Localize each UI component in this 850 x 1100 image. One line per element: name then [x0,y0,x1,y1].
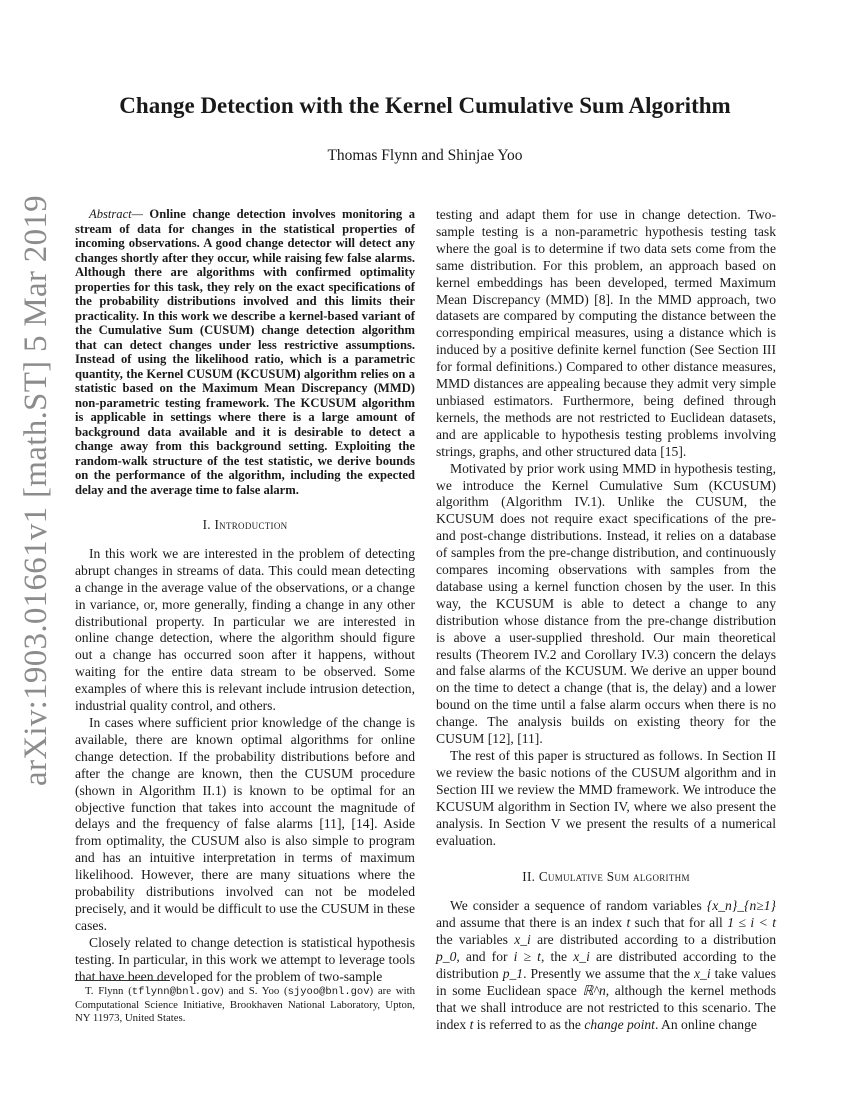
text-run: ) are with Computational Science Initiative, Brookhaven National Laboratory, Upton, NY 11973, United States. [75,985,415,1024]
text-run: are distributed according to the distribution [436,949,777,981]
paper-title: Change Detection with the Kernel Cumulative Sum Algorithm [119,93,731,118]
text-run: T. Flynn ( [85,985,132,997]
intro-paragraph-3: Closely related to change detection is statistical hypothesis testing. In particular, in this work we attempt to leverage tools that have been developed for the problem of two-sample [75,934,415,984]
text-run: , the [540,949,574,965]
text-run: . An online change [654,1016,757,1032]
math-index-t: t [626,915,631,931]
author-footnote [75,985,415,1024]
math-xi: x_i [573,949,590,965]
math-xi: x_i [514,932,531,948]
emphasis-change-point: change point [584,1016,655,1032]
left-column [75,207,415,985]
text-run: . Presently we assume that the [523,965,694,981]
text-run: and assume that there is an index [436,915,627,931]
intro-paragraph-5: The rest of this paper is structured as follows. In Section II we review the basic notions of the CUSUM algorithm and in Section III we review the MMD framework. We introduce the KCUSUM algorithm in Section IV, where we also present the analysis. In Section V we present the results of a numerical evaluation. [436,748,776,848]
section-heading-cusum: II. Cumulative Sum algorithm [522,869,690,885]
math-p0: p_0 [436,949,457,965]
arxiv-identifier: arXiv:1903.01661v1 [math.ST] 5 Mar 2019 [17,194,54,786]
text-run: , although the kernel methods that we shall introduce are not restricted to this scenario. The index [436,982,776,1032]
math-xi: x_i [694,965,711,981]
cusum-paragraph-1 [436,898,776,1033]
intro-paragraph-4: Motivated by prior work using MMD in hypothesis testing, we introduce the Kernel Cumulative Sum (KCUSUM) algorithm (Algorithm IV.1). Unlike the CUSUM, the KCUSUM does not require exact specifications of the pre- and post-change distributions. Instead, it relies on a database of samples from the pre-change distribution, and continuously compares incoming observations with samples from the database using a kernel function chosen by the user. In this way, the KCUSUM is able to detect a change to any distribution whose distance from the pre-change distribution is above a user-supplied threshold. Our main theoretical results (Theorem IV.2 and Corollary IV.3) concern the delays and false alarms of the KCUSUM. We derive an upper bound on the time to detect a change (that is, the delay) and a lower bound on the time until a false alarm occurs when there is no change. The analysis builds on existing theory for the CUSUM [12], [11]. [436,460,776,747]
text-run: is referred to as the [473,1016,585,1032]
arxiv-sidebar [6,194,66,786]
math-rn: ℝ^n [582,982,606,998]
intro-paragraph-2: In cases where sufficient prior knowledge of the change is available, there are known optimal algorithms for online change detection. If the probability distributions before and after the change are known, then the CUSUM procedure (shown in Algorithm II.1) is known to be optimal for an objective function that takes into account the magnitude of delays and the frequency of false alarms [11], [14]. Aside from optimality, the CUSUM also is also simple to program and has an intuitive interpretation in terms of maximum likelihood. However, there are many situations where the probability distributions involved can not be modeled precisely, and it would be difficult to use the CUSUM in these cases. [75,714,415,933]
abstract-dash: — [131,207,143,221]
email-yoo: sjyoo@bnl.gov [287,986,370,998]
intro-paragraph-3-continued: testing and adapt them for use in change detection. Two-sample testing is a non-parametric hypothesis testing task where the goal is to determine if two data sets come from the same distribution. For this problem, an approach based on kernel embeddings has been developed, termed Maximum Mean Discrepancy (MMD) [8]. In the MMD approach, two datasets are compared by computing the distance between the corresponding empirical measures, using a distance which is induced by a positive definite kernel function (See Section III for formal definitions.) Compared to other distance measures, MMD distances are appealing because they admit very simple unbiased estimators. Furthermore, being defined through kernels, the methods are not restricted to Euclidean datasets, and are applicable to hypothesis testing problems involving strings, graphs, and other structured data [15]. [436,207,776,459]
math-range: 1 ≤ i < t [727,915,777,931]
abstract-text: Online change detection involves monitoring a stream of data for changes in the statistical properties of incoming observations. A good change detector will detect any changes shortly after they occur, while raising few false alarms. Although there are algorithms with confirmed optimality properties for this task, they rely on the exact specifications of the probability distributions involved and this limits their practicality. In this work we describe a kernel-based variant of the Cumulative Sum (CUSUM) change detection algorithm that can detect changes under less restrictive assumptions. Instead of using the likelihood ratio, which is a parametric quantity, the Kernel CUSUM (KCUSUM) algorithm relies on a statistic based on the Maximum Mean Discrepancy (MMD) non-parametric testing framework. The KCUSUM algorithm is applicable in settings where there is a large amount of background data available and it is desirable to detect a change away from this background setting. Exploiting the random-walk structure of the test statistic, we derive bounds on the performance of the algorithm, including the expected delay and the average time to false alarm. [75,207,415,497]
math-index-t: t [469,1016,474,1032]
math-i-ge-t: i ≥ t [513,949,541,965]
text-run: We consider a sequence of random variables [450,898,707,914]
intro-paragraph-1: In this work we are interested in the problem of detecting abrupt changes in streams of data. This could mean detecting a change in the average value of the observations, or a change in variance, or, more generally, finding a change in any other distributional property. In particular we are interested in online change detection, where the algorithm should figure out a change has occurred soon after it happens, without waiting for the entire data stream to be observed. Some examples of where this is relevant include intrusion detection, industrial quality control, and others. [75,545,415,714]
text-run: the variables [436,932,515,948]
abstract [75,207,415,497]
paper-authors: Thomas Flynn and Shinjae Yoo [327,147,523,164]
section-heading-introduction: I. Introduction [202,517,288,532]
math-p1: p_1 [502,965,524,981]
footnote-rule [75,980,170,981]
math-sequence: {x_n}_{n≥1} [706,898,776,914]
text-run: , and for [456,949,514,965]
email-flynn: tflynn@bnl.gov [131,986,221,998]
text-run: are distributed according to a distribution [530,932,776,948]
right-column [436,207,776,1034]
abstract-label: Abstract [89,207,132,221]
text-run: ) and S. Yoo ( [220,985,288,997]
text-run: take values in some Euclidean space [436,965,776,998]
text-run: such that for all [630,915,728,931]
